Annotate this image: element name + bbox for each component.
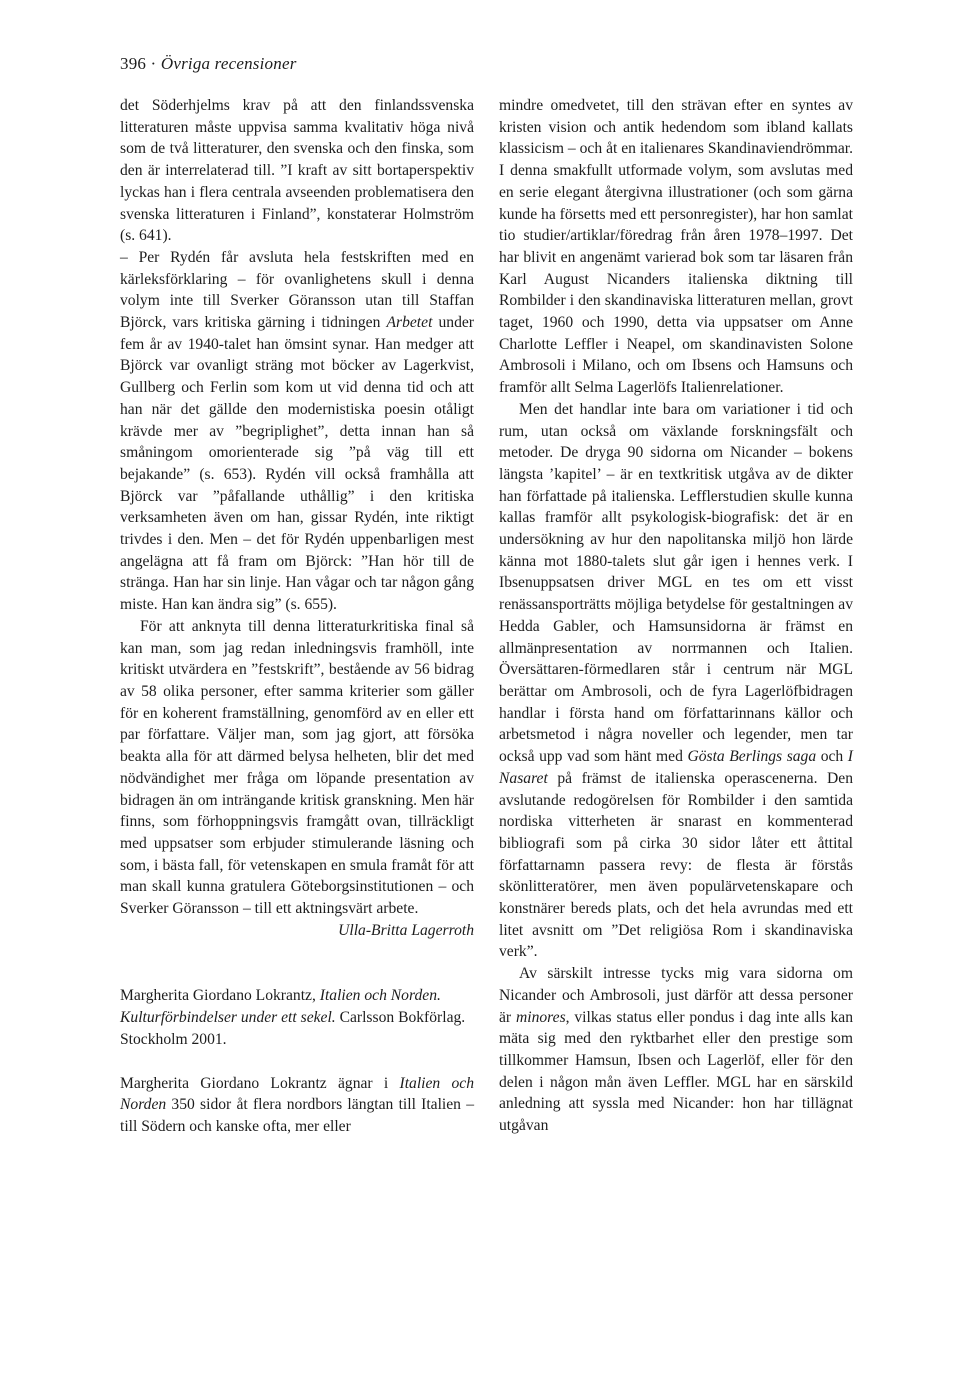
left-paragraph-2-text-b: under fem år av 1940-talet han ömsint synar. Han medger att Björck var ovanligt sträng mot böcker av Lagerkvist, Gullberg och Ferlin som kom ut vid denna tid och att han när det gällde den modernistiska poesin otåligt krävde mer av ”begriplighet”, detta innan han så småningom omorienterade sig ”på väg till ett bejakande” (s. 653). Rydén vill också framhålla att Björck var ”påfallande uthållig” i den kritiska verksamheten även om han, gissar Rydén, inte riktigt trivdes i den. Men – det för Rydén uppenbarligen mest angelägna att få fram om Björck: ”Han hör till de stränga. Han har sin linje. Han vågar och tar någon gång miste. Han kan ändra sig” (s. 655). [120,314,474,614]
right-paragraph-2-italic-2: I Nasaret [499,748,853,787]
right-paragraph-3-text-a: Av särskilt intresse tycks mig vara sidorna om Nicander och Ambrosoli, just därför att dessa personer är [499,965,853,1026]
header-separator: · [146,54,161,73]
right-paragraph-3 [499,963,853,1137]
left-paragraph-2-text-a: – Per Rydén får avsluta hela festskriften med en kärleksförklaring – för ovanlighetens skull i denna volym inte till Sverker Göransson utan till Staffan Björck, vars kritiska gärning i tidningen [120,248,474,332]
page-number: 396 [120,54,147,73]
running-head [120,54,297,74]
left-paragraph-4-italic: Italien och Norden [120,1074,474,1114]
right-paragraph-2-italic-1: Gösta Berlings saga [687,748,817,766]
book-title: Italien och Norden. Kulturförbindelser under ett sekel. [120,987,441,1027]
left-paragraph-2-italic: Arbetet [386,314,433,332]
entry-gap [120,1051,474,1073]
right-paragraph-2 [499,399,853,963]
right-paragraph-2-text-b: på främst de italienska operascenerna. Den avslutande redogörelsen för Rombilder i den samtida nordiska vitterheten är snarast en kommenterad bibliografi som på cirka 30 sidor låter ett åttital författarnamn passera revy: de flesta är förstås skönlitteratörer, men även populärvetenskapare och konstnärer bereds plats, och det hela avrundas med ett litet avsnitt om ”Det religiösa Rom i skandinaviska verk”. [499,769,853,961]
right-paragraph-2-text-a: Men det handlar inte bara om variationer i tid och rum, utan också om växlande forskningsfält och metoder. De dryga 90 sidorna om Nicander – bokens längsta ’kapitel’ – är en textkritisk utgåva av de dikter han författade på italienska. Lefflerstudien skulle kunna kallas framför allt psykologisk-biografisk: det är en undersökning av hur den napolitanska miljö hon lärde känna mot 1880-talets slut går igen i hennes verk. I Ibsenuppsatsen driver MGL en tes om ett visst renässansporträtts möjliga betydelse för gestaltningen av Hedda Gabler, och Hamsunsidorna är främst en allmänpresentation av norrmannen och Italien. Översättaren-förmedlaren står i centrum när MGL berättar om Ambrosoli, och de fyra Lagerlöfbidragen handlar i första hand om författarinnans källor och arbetsmetod i några noveller och legender, men tar också upp vad som hänt med [499,400,853,766]
right-paragraph-1: mindre omedvetet, till den strävan efter en syntes av kristen vision och antik hedendom som ibland kallats klassicism – och åt en italienares Skandinaviendrömmar. I denna smakfullt utformade volym, som avslutas med en serie elegant återgivna illustrationer (och som gärna kunde ha försetts med ett personregister), har hon samlat tio studier/artiklar/föredrag från åren 1978–1997. Det har blivit en angenämt varierad bok som tar läsaren från Karl August Nicanders italienska diktning till Rombilder i den skandinaviska litteraturen mellan, grovt taget, 1960 och 1990, detta via uppsatser om Anne Charlotte Leffler i Neapel, om skandinavisten Solone Ambrosoli i Milano, och om Ibsens och Hamsuns och framför allt Selma Lagerlöfs Italienrelationer. [499,97,853,397]
right-column [499,95,853,1137]
section-gap [120,941,474,985]
left-paragraph-1: det Söderhjelms krav på att den finlandssvenska litteraturen måste uppvisa samma kvalitativ höga nivå som de två litteraturer, den svenska och den finska, som den är interrelaterad till. ”I kraft av sitt bortaperspektiv lyckas han i flera centrala avseenden problematisera den svenska litteraturen i Finland”, konstaterar Holmström (s. 641). [120,97,474,245]
book-publisher: Carlsson Bokförlag. Stockholm 2001. [120,1009,466,1048]
book-author: Margherita Giordano Lokrantz, [120,987,320,1005]
book-entry [120,985,474,1050]
left-paragraph-4 [120,1073,474,1138]
review-signature: Ulla-Britta Lagerroth [338,921,474,939]
right-paragraph-3-text-b: , vilkas status eller pondus i dag inte alls kan mäta sig med den ryktbarhet eller den prestige som tillkommer Hamsun, Ibsen och Lagerlöf, eller för den delen i någon mån även Leffler. MGL har en särskild anledning att syssla med Nicander: hon har tillägnat utgåvan [499,1008,854,1135]
left-paragraph-4-text-a: Margherita Giordano Lokrantz ägnar i [120,1074,400,1092]
left-paragraph-2 [120,247,474,616]
right-paragraph-2-mid: och [816,748,848,766]
left-column [120,95,474,1138]
right-paragraph-3-italic: minores [515,1008,566,1026]
left-paragraph-4-text-b: 350 sidor åt flera nordbors längtan till Italien – till Södern och kanske ofta, mer eller [120,1096,474,1135]
left-paragraph-3: För att anknyta till denna litteraturkritiska final så kan man, som jag redan inledningsvis framhöll, inte kritiskt utvärdera en ”festskrift”, bestående av 56 bidrag av 58 olika personer, efter samma kriterier som gäller för en koherent framställning, genomförd av en eller ett par författare. Väljer man, som jag gjort, att försöka beakta alla för att därmed belysa helheten, blir det med nödvändighet mer fråga om löpande presentation av bidragen än om inträngande kritisk granskning. Men här finns, som förhoppningsvis framgått ovan, tillräckligt med uppsatser som erbjuder stimulerande läsning och som, i bästa fall, för vetenskapen en smula framåt för att man skall kunna gratulera Göteborgsinstitutionen – och Sverker Göransson – till ett aktningsvärt arbete. [120,617,474,918]
section-title: Övriga recensioner [160,54,297,73]
